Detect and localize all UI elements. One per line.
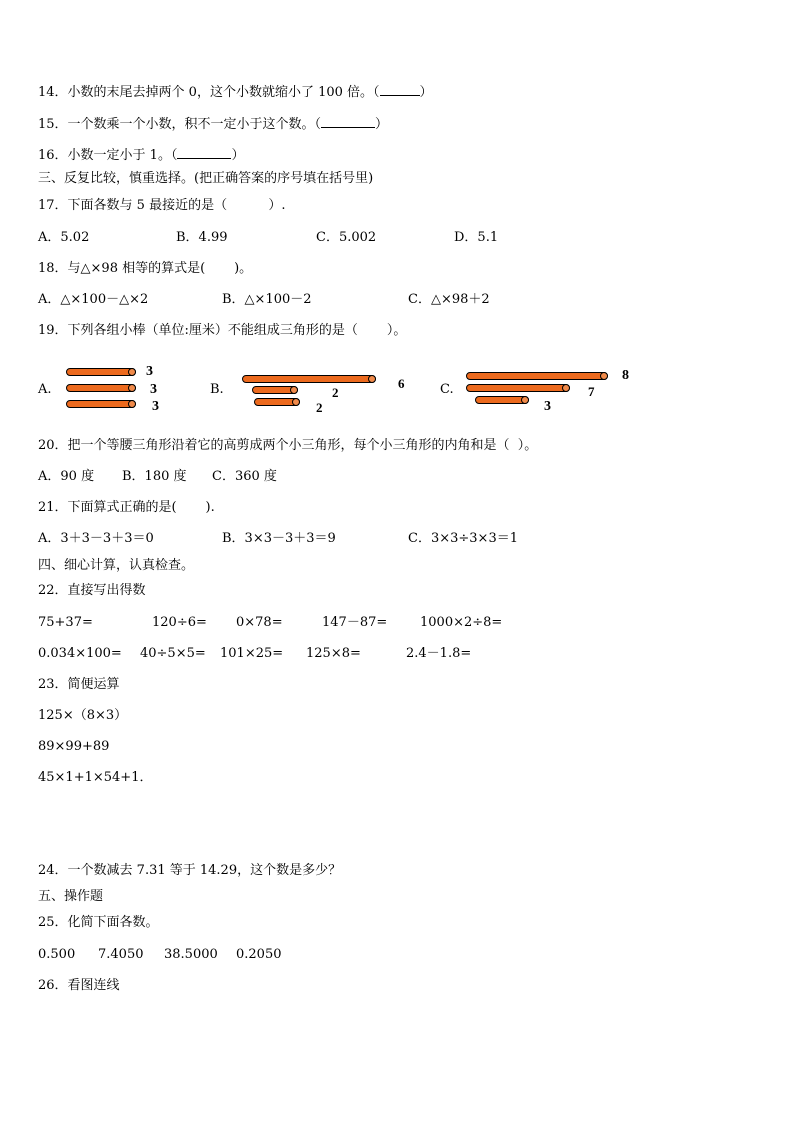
number-item: 7.4050 <box>98 947 144 962</box>
question-17: 17．下面各数与 5 最接近的是（ ）. <box>38 198 286 213</box>
q19-option-b-label: B. <box>210 382 224 397</box>
q18-option-b: B．△×100－2 <box>222 292 312 307</box>
simplify-item: 45×1+1×54+1． <box>38 770 153 785</box>
question-19: 19．下列各组小棒（单位:厘米）不能组成三角形的是（ ）。 <box>38 323 407 338</box>
stick-c2-length: 7 <box>588 384 595 399</box>
stick-a3-length: 3 <box>152 399 159 414</box>
q21-option-b: B．3×3－3＋3＝9 <box>222 531 336 546</box>
calc-item: 1000×2÷8= <box>420 615 503 630</box>
calc-item: 40÷5×5= <box>140 646 206 661</box>
stick-b2-length: 2 <box>332 385 339 400</box>
q18-option-a: A．△×100－△×2 <box>38 292 149 307</box>
question-16 <box>38 146 244 164</box>
section-3-heading: 三、反复比较，慎重选择。(把正确答案的序号填在括号里) <box>38 171 374 186</box>
q15-text: 15．一个数乘一个小数，积不一定小于这个数。（ <box>38 117 322 132</box>
stick-a1 <box>66 368 136 376</box>
stick-c3-length: 3 <box>544 399 551 414</box>
stick-a2-length: 3 <box>150 382 157 397</box>
section-5-heading: 五、操作题 <box>38 889 104 904</box>
answer-blank[interactable] <box>380 83 420 96</box>
answer-blank[interactable] <box>177 146 231 159</box>
section-4-heading: 四、细心计算，认真检查。 <box>38 558 195 573</box>
question-22: 22．直接写出得数 <box>38 583 146 598</box>
q17-option-b: B．4.99 <box>176 230 228 245</box>
stick-c2 <box>466 384 570 392</box>
stick-b2 <box>252 386 298 394</box>
q16-text: 16．小数一定小于 1。（ <box>38 148 178 163</box>
simplify-item: 125×（8×3） <box>38 708 128 723</box>
stick-c3 <box>475 396 529 404</box>
q21-option-a: A．3＋3－3＋3＝0 <box>38 531 154 546</box>
question-20: 20．把一个等腰三角形沿着它的高剪成两个小三角形，每个小三角形的内角和是（ ）。 <box>38 438 538 453</box>
stick-b3-length: 2 <box>316 400 323 415</box>
q19-option-c-label: C. <box>440 382 454 397</box>
question-23: 23．简便运算 <box>38 677 120 692</box>
number-item: 0.2050 <box>236 947 282 962</box>
stick-c1 <box>466 372 608 380</box>
stick-c1-length: 8 <box>622 368 629 383</box>
stick-b1-length: 6 <box>398 376 405 391</box>
answer-blank[interactable] <box>321 115 375 128</box>
q17-option-a: A．5.02 <box>38 230 90 245</box>
calc-item: 120÷6= <box>152 615 207 630</box>
q16-close: ） <box>231 148 245 163</box>
number-item: 0.500 <box>38 947 76 962</box>
question-26: 26．看图连线 <box>38 978 120 993</box>
calc-item: 2.4－1.8= <box>406 646 472 661</box>
simplify-item: 89×99+89 <box>38 739 110 754</box>
q20-option-b: B．180 度 <box>122 469 187 484</box>
calc-item: 125×8= <box>306 646 361 661</box>
q14-close: ） <box>419 85 433 100</box>
calc-item: 0×78= <box>236 615 283 630</box>
calc-item: 75+37= <box>38 615 93 630</box>
q18-option-c: C．△×98＋2 <box>408 292 490 307</box>
q21-option-c: C．3×3÷3×3＝1 <box>408 531 518 546</box>
calc-item: 147－87= <box>322 615 388 630</box>
q15-close: ） <box>375 117 389 132</box>
number-item: 38.5000 <box>164 947 218 962</box>
q20-option-a: A．90 度 <box>38 469 95 484</box>
calc-item: 0.034×100= <box>38 646 122 661</box>
stick-b1 <box>242 375 376 383</box>
calc-item: 101×25= <box>220 646 284 661</box>
stick-a3 <box>66 400 136 408</box>
stick-b3 <box>254 398 300 406</box>
question-24: 24．一个数减去 7.31 等于 14.29，这个数是多少？ <box>38 863 342 878</box>
question-14 <box>38 83 433 101</box>
q19-option-a-label: A. <box>38 382 52 397</box>
q14-text: 14．小数的末尾去掉两个 0，这个小数就缩小了 100 倍。（ <box>38 85 380 100</box>
question-18: 18．与△×98 相等的算式是( )。 <box>38 261 253 276</box>
stick-a1-length: 3 <box>146 364 153 379</box>
question-21: 21．下面算式正确的是( ). <box>38 500 215 515</box>
q17-option-c: C．5.002 <box>316 230 377 245</box>
q20-option-c: C．360 度 <box>212 469 277 484</box>
question-15 <box>38 115 388 133</box>
q17-option-d: D．5.1 <box>454 230 499 245</box>
stick-a2 <box>66 384 136 392</box>
question-25: 25．化简下面各数。 <box>38 915 159 930</box>
